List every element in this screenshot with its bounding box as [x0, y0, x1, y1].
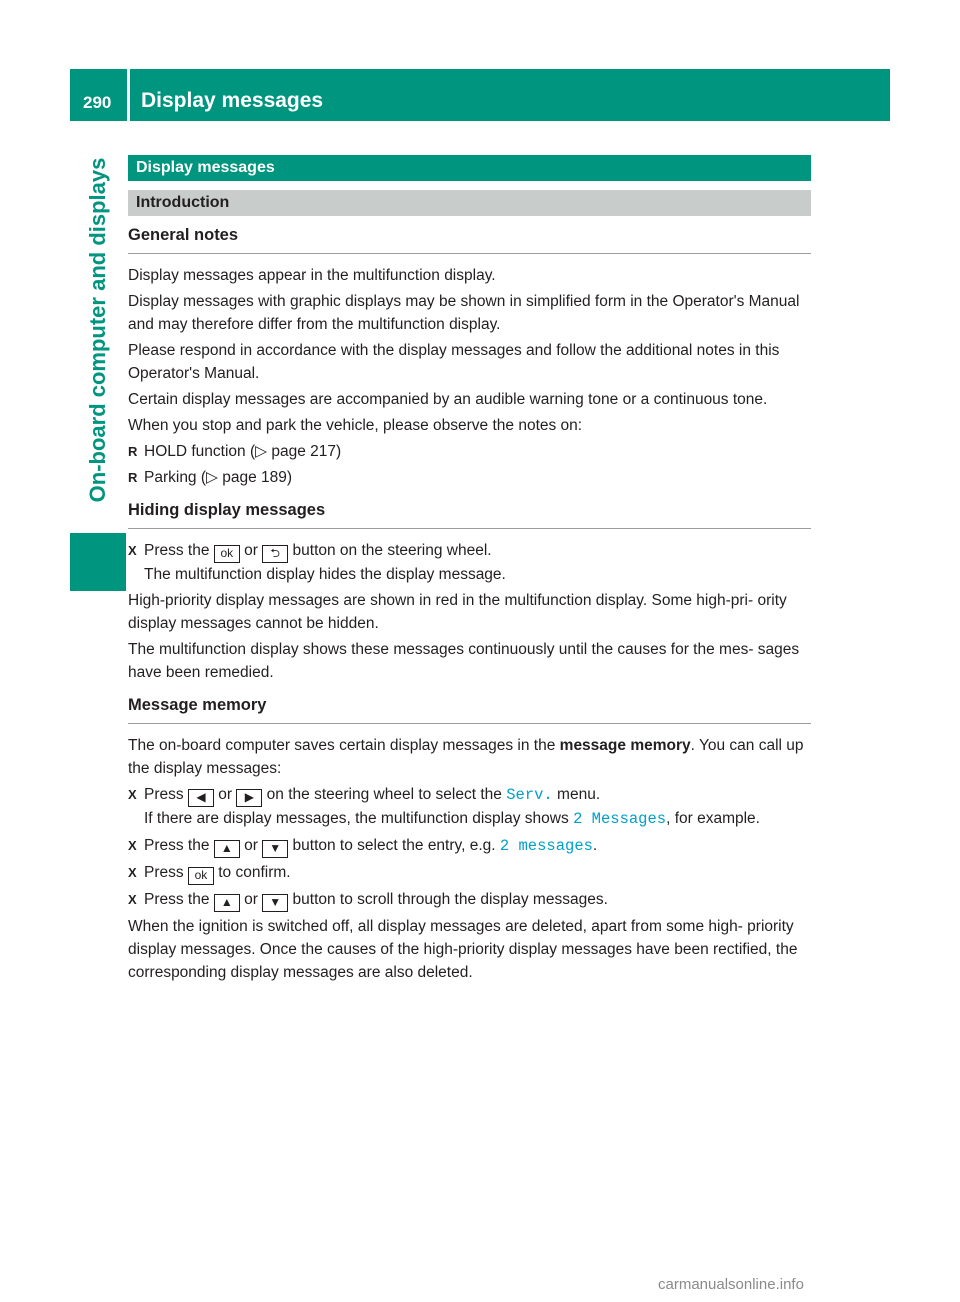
step-text: .	[592, 837, 598, 854]
step-text: or	[218, 786, 233, 803]
step-item	[128, 861, 811, 885]
header-title: Display messages	[141, 89, 324, 112]
display-text: 2 Messages	[573, 810, 667, 828]
step-text: Press the	[144, 837, 210, 854]
link-parking[interactable]: Parking (▷ page 189)	[144, 469, 293, 486]
step-text: Press	[144, 786, 184, 803]
paragraph	[128, 734, 811, 780]
paragraph: High-priority display messages are shown in red in the multifunction display. Some high-pri- ority display messages cannot be hidden.	[128, 592, 787, 632]
list-item	[128, 466, 811, 489]
step-text: button on the steering wheel.	[292, 542, 492, 559]
header-divider	[127, 69, 130, 121]
paragraph: The multifunction display shows these messages continuously until the causes for the mes- sages have been remedied.	[128, 641, 800, 681]
step-text: button to scroll through the display messages.	[292, 891, 608, 908]
down-arrow-key-icon: ▼	[262, 840, 288, 858]
page-content	[128, 155, 811, 987]
step-text: on the steering wheel to select the	[266, 786, 502, 803]
step-item	[128, 539, 811, 586]
page-number: 290	[83, 93, 112, 112]
step-item	[128, 834, 811, 858]
up-arrow-key-icon: ▲	[214, 894, 240, 912]
right-arrow-key-icon: ▶	[236, 789, 262, 807]
paragraph: Certain display messages are accompanied by an audible warning tone or a continuous tone.	[128, 391, 768, 408]
display-text: 2 messages	[499, 837, 593, 855]
paragraph: When the ignition is switched off, all display messages are deleted, apart from some high- priority display messages. Once the causes of the high-priority display messages have been rectified, the corresponding display messages are also deleted.	[128, 918, 798, 981]
step-result: The multifunction display hides the display message.	[144, 566, 506, 583]
ok-key-icon: ok	[188, 867, 214, 885]
watermark: carmanualsonline.info	[658, 1276, 804, 1293]
step-text: Press the	[144, 542, 210, 559]
step-text: to confirm.	[218, 864, 291, 881]
step-text: menu.	[557, 786, 601, 803]
paragraph: Display messages appear in the multifunction display.	[128, 267, 496, 284]
step-text: or	[244, 542, 258, 559]
link-hold-function[interactable]: HOLD function (▷ page 217)	[144, 443, 342, 460]
display-text: Serv.	[506, 786, 553, 804]
side-label-text: On-board computer and displays	[85, 157, 110, 503]
left-arrow-key-icon: ◀	[188, 789, 214, 807]
subsection-title: Introduction	[128, 190, 811, 216]
step-text: Press the	[144, 891, 210, 908]
back-key-icon: ⮌	[262, 545, 288, 563]
down-arrow-key-icon: ▼	[262, 894, 288, 912]
up-arrow-key-icon: ▲	[214, 840, 240, 858]
ok-key-icon: ok	[214, 545, 240, 563]
heading-general-notes: General notes	[128, 224, 811, 254]
step-text: Press	[144, 864, 184, 881]
section-title: Display messages	[128, 155, 811, 181]
step-result: , for example.	[666, 810, 760, 827]
step-item	[128, 783, 811, 831]
step-result: If there are display messages, the multifunction display shows	[144, 810, 569, 827]
list-item	[128, 440, 811, 463]
paragraph: Display messages with graphic displays may be shown in simplified form in the Operator's Manual and may therefore differ from the multifunction display.	[128, 293, 800, 333]
text: The on-board computer saves certain display messages in the	[128, 737, 556, 754]
heading-hiding: Hiding display messages	[128, 499, 811, 529]
heading-memory: Message memory	[128, 694, 811, 724]
text: . You can call up the display messages:	[128, 737, 804, 777]
paragraph: Please respond in accordance with the display messages and follow the additional notes in this Operator's Manual.	[128, 342, 780, 382]
side-tab-marker	[70, 533, 126, 591]
step-text: or	[244, 837, 258, 854]
step-item	[128, 888, 811, 912]
bold-text: message memory	[559, 737, 691, 754]
step-text: button to select the entry, e.g.	[292, 837, 496, 854]
step-text: or	[244, 891, 258, 908]
paragraph: When you stop and park the vehicle, please observe the notes on:	[128, 417, 583, 434]
